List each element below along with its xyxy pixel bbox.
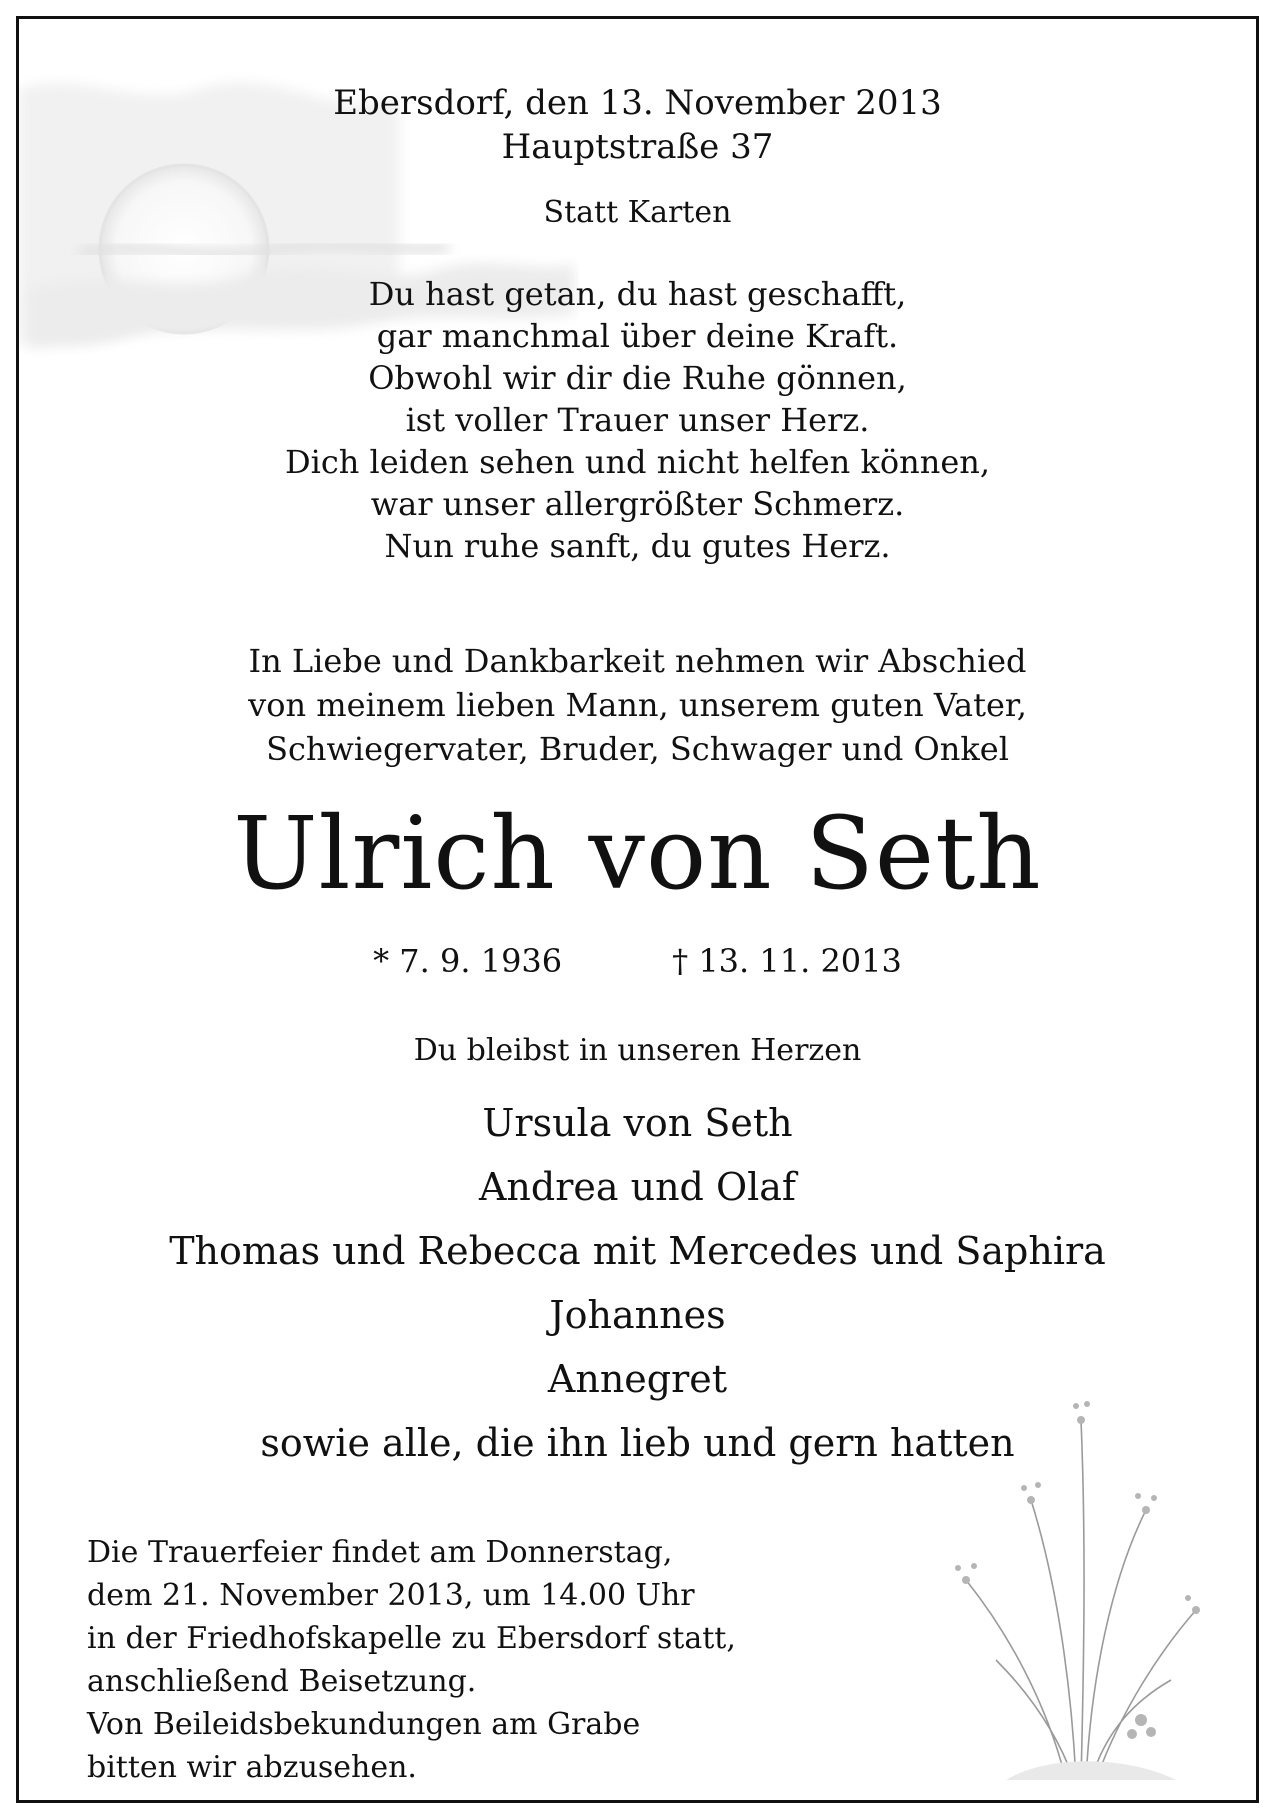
obituary-notice [16,16,1259,1803]
mourners-list [19,1091,1256,1475]
poem [19,273,1256,567]
poem-line: Du hast getan, du hast geschafft, [368,275,907,313]
place-date: Ebersdorf, den 13. November 2013 [333,83,942,123]
intro-line: von meinem lieben Mann, unserem guten Vater, [248,686,1027,724]
deceased-name: Ulrich von Seth [233,795,1042,912]
intro-line: Schwiegervater, Bruder, Schwager und Onkel [266,730,1009,768]
mourner: Annegret [547,1357,728,1401]
mourner: Johannes [549,1293,726,1337]
life-dates [19,939,1256,983]
mourner: Ursula von Seth [482,1101,793,1145]
poem-line: Nun ruhe sanft, du gutes Herz. [384,527,891,565]
mourner: Andrea und Olaf [478,1165,796,1209]
header [19,81,1256,169]
poem-line: ist voller Trauer unser Herz. [405,401,870,439]
poem-line: war unser allergrößter Schmerz. [370,485,905,523]
service-line: dem 21. November 2013, um 14.00 Uhr [87,1578,695,1613]
statt-karten: Statt Karten [543,195,732,230]
mourner: Thomas und Rebecca mit Mercedes und Saphira [169,1229,1106,1273]
service-line: in der Friedhofskapelle zu Ebersdorf statt, [87,1621,736,1656]
service-line: anschließend Beisetzung. [87,1664,477,1699]
poem-line: Obwohl wir dir die Ruhe gönnen, [368,359,907,397]
intro-line: In Liebe und Dankbarkeit nehmen wir Abschied [248,642,1027,680]
remembrance-line: Du bleibst in unseren Herzen [413,1033,862,1068]
address: Hauptstraße 37 [501,127,774,167]
service-line: Von Beileidsbekundungen am Grabe [87,1707,641,1742]
poem-line: gar manchmal über deine Kraft. [376,317,899,355]
service-line: bitten wir abzusehen. [87,1750,417,1785]
poem-line: Dich leiden sehen und nicht helfen können, [284,443,991,481]
service-line: Die Trauerfeier findet am Donnerstag, [87,1535,673,1570]
farewell-intro [19,639,1256,771]
service-details [87,1531,736,1789]
birth-date: * 7. 9. 1936 [373,942,563,980]
mourner: sowie alle, die ihn lieb und gern hatten [260,1421,1015,1465]
death-date: † 13. 11. 2013 [672,942,902,980]
